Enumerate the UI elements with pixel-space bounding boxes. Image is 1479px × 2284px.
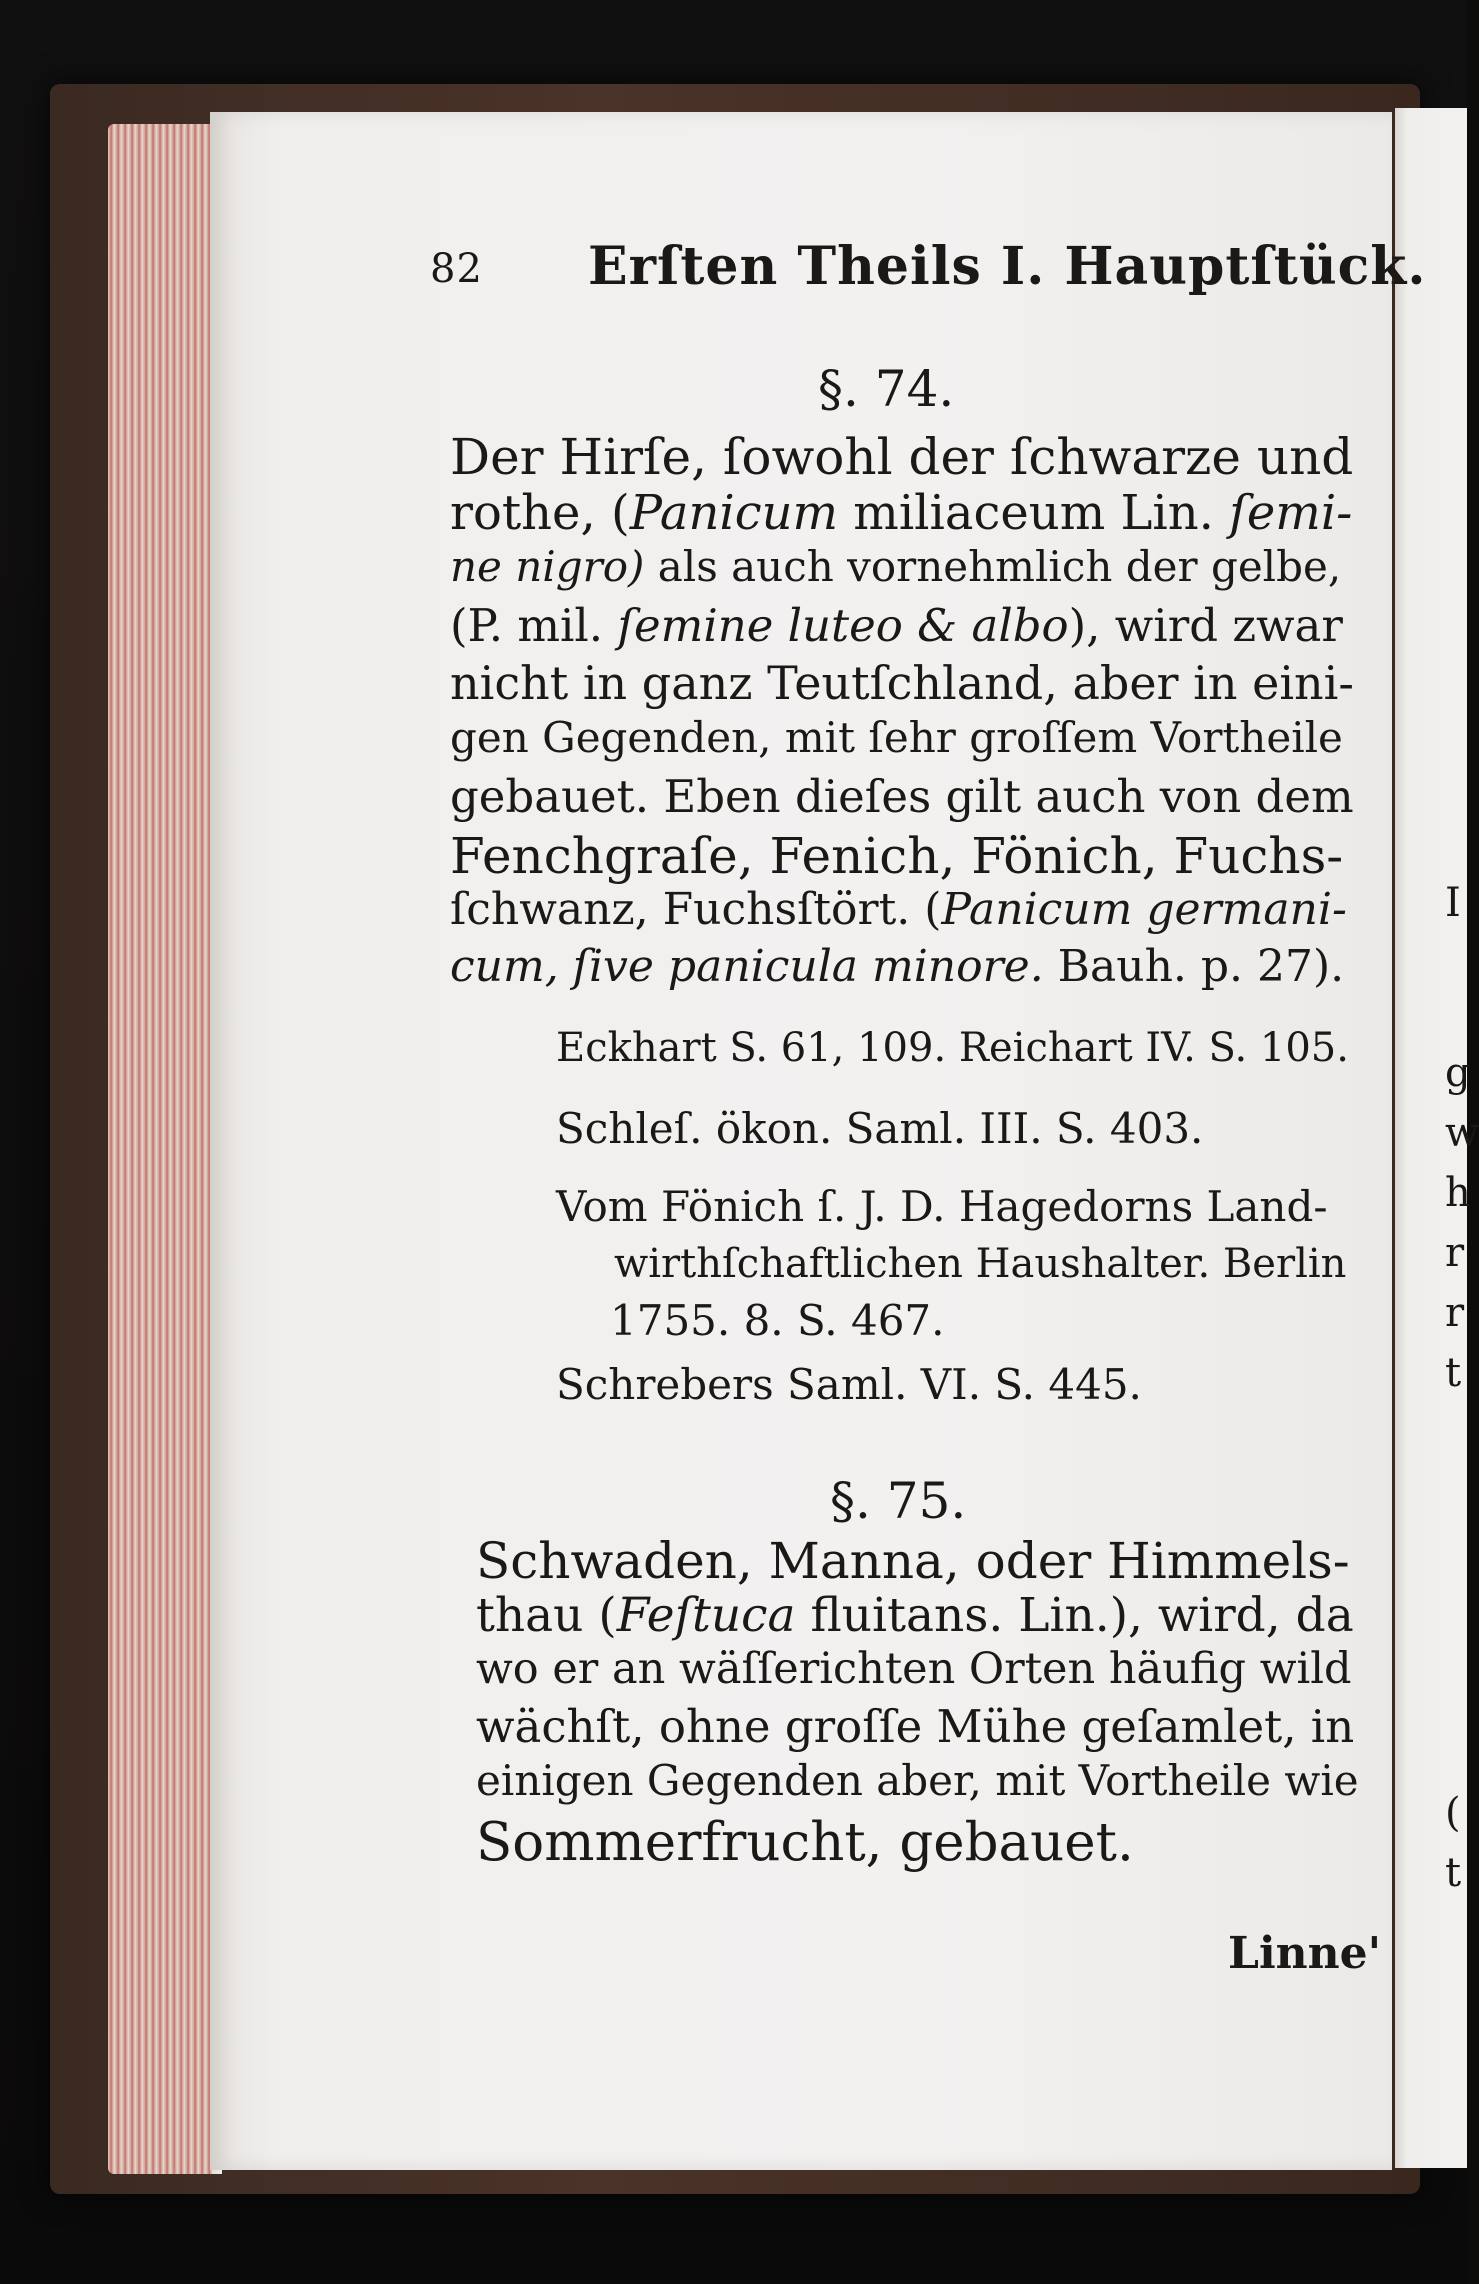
roman-text: als auch vornehmlich der gelbe,	[644, 542, 1342, 591]
text-line	[476, 1588, 1354, 1643]
text-line	[476, 1812, 1134, 1873]
roman-text: gebauet. Eben dieſes gilt auch von dem	[450, 770, 1354, 823]
roman-text: fluitans. Lin.), wird, da	[795, 1588, 1354, 1643]
roman-text: ), wird zwar	[1068, 599, 1343, 652]
facing-page-fragment: g	[1445, 1050, 1471, 1096]
roman-text: Fenchgraſe, Fenich, Fönich, Fuchs-	[450, 827, 1344, 885]
text-line	[476, 1532, 1350, 1590]
text-line	[450, 827, 1344, 885]
italic-text: Panicum germani-	[941, 884, 1347, 935]
catchword: Linne'	[1228, 1928, 1382, 1979]
roman-text: (P. mil.	[450, 599, 618, 652]
roman-text: Sommerfrucht, gebauet.	[476, 1812, 1134, 1873]
text-line	[450, 713, 1343, 762]
roman-text: Der Hirſe, ſowohl der ſchwarze und	[450, 428, 1354, 486]
text-line	[476, 1756, 1359, 1805]
roman-text: gen Gegenden, mit ſehr groſſem Vortheile	[450, 713, 1343, 762]
roman-text: wächſt, ohne groſſe Mühe geſamlet, in	[476, 1700, 1355, 1753]
running-title: Erſten Theils I. Hauptſtück.	[588, 236, 1427, 297]
roman-text: einigen Gegenden aber, mit Vortheile wie	[476, 1756, 1359, 1805]
italic-text: cum, ſive panicula minore.	[450, 941, 1044, 992]
reference-line: Vom Fönich ſ. J. D. Hagedorns Land-	[556, 1182, 1328, 1231]
text-line	[450, 770, 1354, 823]
text-line	[476, 1700, 1355, 1753]
italic-text: Panicum	[629, 485, 839, 541]
roman-text: miliaceum Lin.	[838, 485, 1230, 541]
facing-page-fragment: t	[1445, 1350, 1462, 1396]
roman-text: ſchwanz, Fuchsſtört. (	[450, 884, 942, 935]
reference-line: Schleſ. ökon. Saml. III. S. 403.	[556, 1104, 1204, 1153]
facing-page-fragment: t	[1445, 1850, 1462, 1896]
section-heading-75: §. 75.	[830, 1472, 967, 1530]
next-page	[1395, 108, 1479, 2168]
italic-text: ſemi-	[1229, 485, 1353, 541]
roman-text: rothe, (	[450, 485, 630, 541]
text-line	[450, 599, 1343, 652]
reference-line: Schrebers Saml. VI. S. 445.	[556, 1360, 1142, 1409]
page-number: 82	[430, 246, 483, 292]
reference-line: 1755. 8. S. 467.	[610, 1296, 945, 1345]
page-fore-edge	[108, 124, 216, 2174]
facing-page-fragment: r	[1445, 1290, 1465, 1336]
facing-page-fragment: w	[1445, 1110, 1479, 1156]
roman-text: Schwaden, Manna, oder Himmels-	[476, 1532, 1350, 1590]
roman-text: wo er an wäſſerichten Orten häufig wild	[476, 1644, 1352, 1694]
text-line	[450, 656, 1354, 710]
reference-line: Eckhart S. 61, 109. Reichart IV. S. 105.	[556, 1025, 1349, 1071]
section-heading-74: §. 74.	[818, 360, 955, 418]
facing-page-fragment: I	[1445, 880, 1461, 926]
roman-text: thau (	[476, 1588, 617, 1643]
reference-line: wirthſchaftlichen Haushalter. Berlin	[614, 1241, 1347, 1287]
text-line	[476, 1644, 1352, 1694]
text-line	[450, 542, 1342, 591]
italic-text: ſemine luteo & albo	[617, 599, 1069, 652]
facing-page-fragment: r	[1445, 1230, 1465, 1276]
italic-text: ne nigro)	[450, 542, 645, 591]
text-line	[450, 428, 1354, 486]
facing-page-fragment: h	[1445, 1170, 1471, 1216]
text-line	[450, 485, 1353, 541]
roman-text: nicht in ganz Teutſchland, aber in eini-	[450, 656, 1354, 710]
facing-page-fragment: (	[1445, 1790, 1461, 1836]
italic-text: Feſtuca	[616, 1588, 796, 1643]
roman-text: Bauh. p. 27).	[1043, 941, 1345, 992]
text-line	[450, 941, 1345, 992]
text-line	[450, 884, 1347, 935]
